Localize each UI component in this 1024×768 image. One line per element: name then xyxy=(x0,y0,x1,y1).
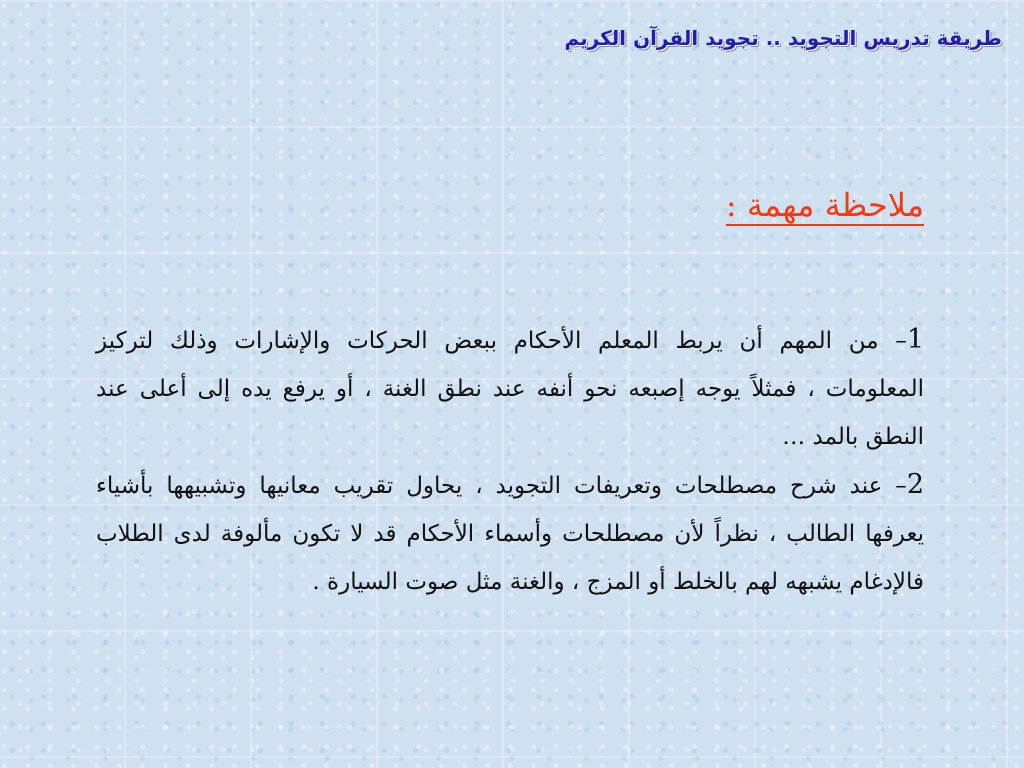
point-number: 1 xyxy=(906,324,924,355)
point-text: – عند شرح مصطلحات وتعريفات التجويد ، يحاول تقريب معانيها وتشبيهها بأشياء يعرفها الطالب ، نظراً لأن مصطلحات وأسماء الأحكام قد لا تكون مألوفة لدى الطلاب فالإدغام يشبهه لهم بالخلط أو المزج ، والغنة مثل صوت السيارة . xyxy=(96,473,924,595)
note-heading: ملاحظة مهمة : xyxy=(725,186,924,224)
note-point-2 xyxy=(96,461,924,606)
point-number: 2 xyxy=(906,469,924,500)
note-point-1 xyxy=(96,316,924,461)
note-content xyxy=(96,316,924,606)
point-text: – من المهم أن يربط المعلم الأحكام ببعض الحركات والإشارات وذلك لتركيز المعلومات ، فمثلاً يوجه إصبعه نحو أنفه عند نطق الغنة ، أو يرفع يده إلى أعلى عند النطق بالمد … xyxy=(96,328,924,450)
slide-title: طريقة تدريس التجويد .. تجويد القرآن الكريم xyxy=(564,26,1002,50)
